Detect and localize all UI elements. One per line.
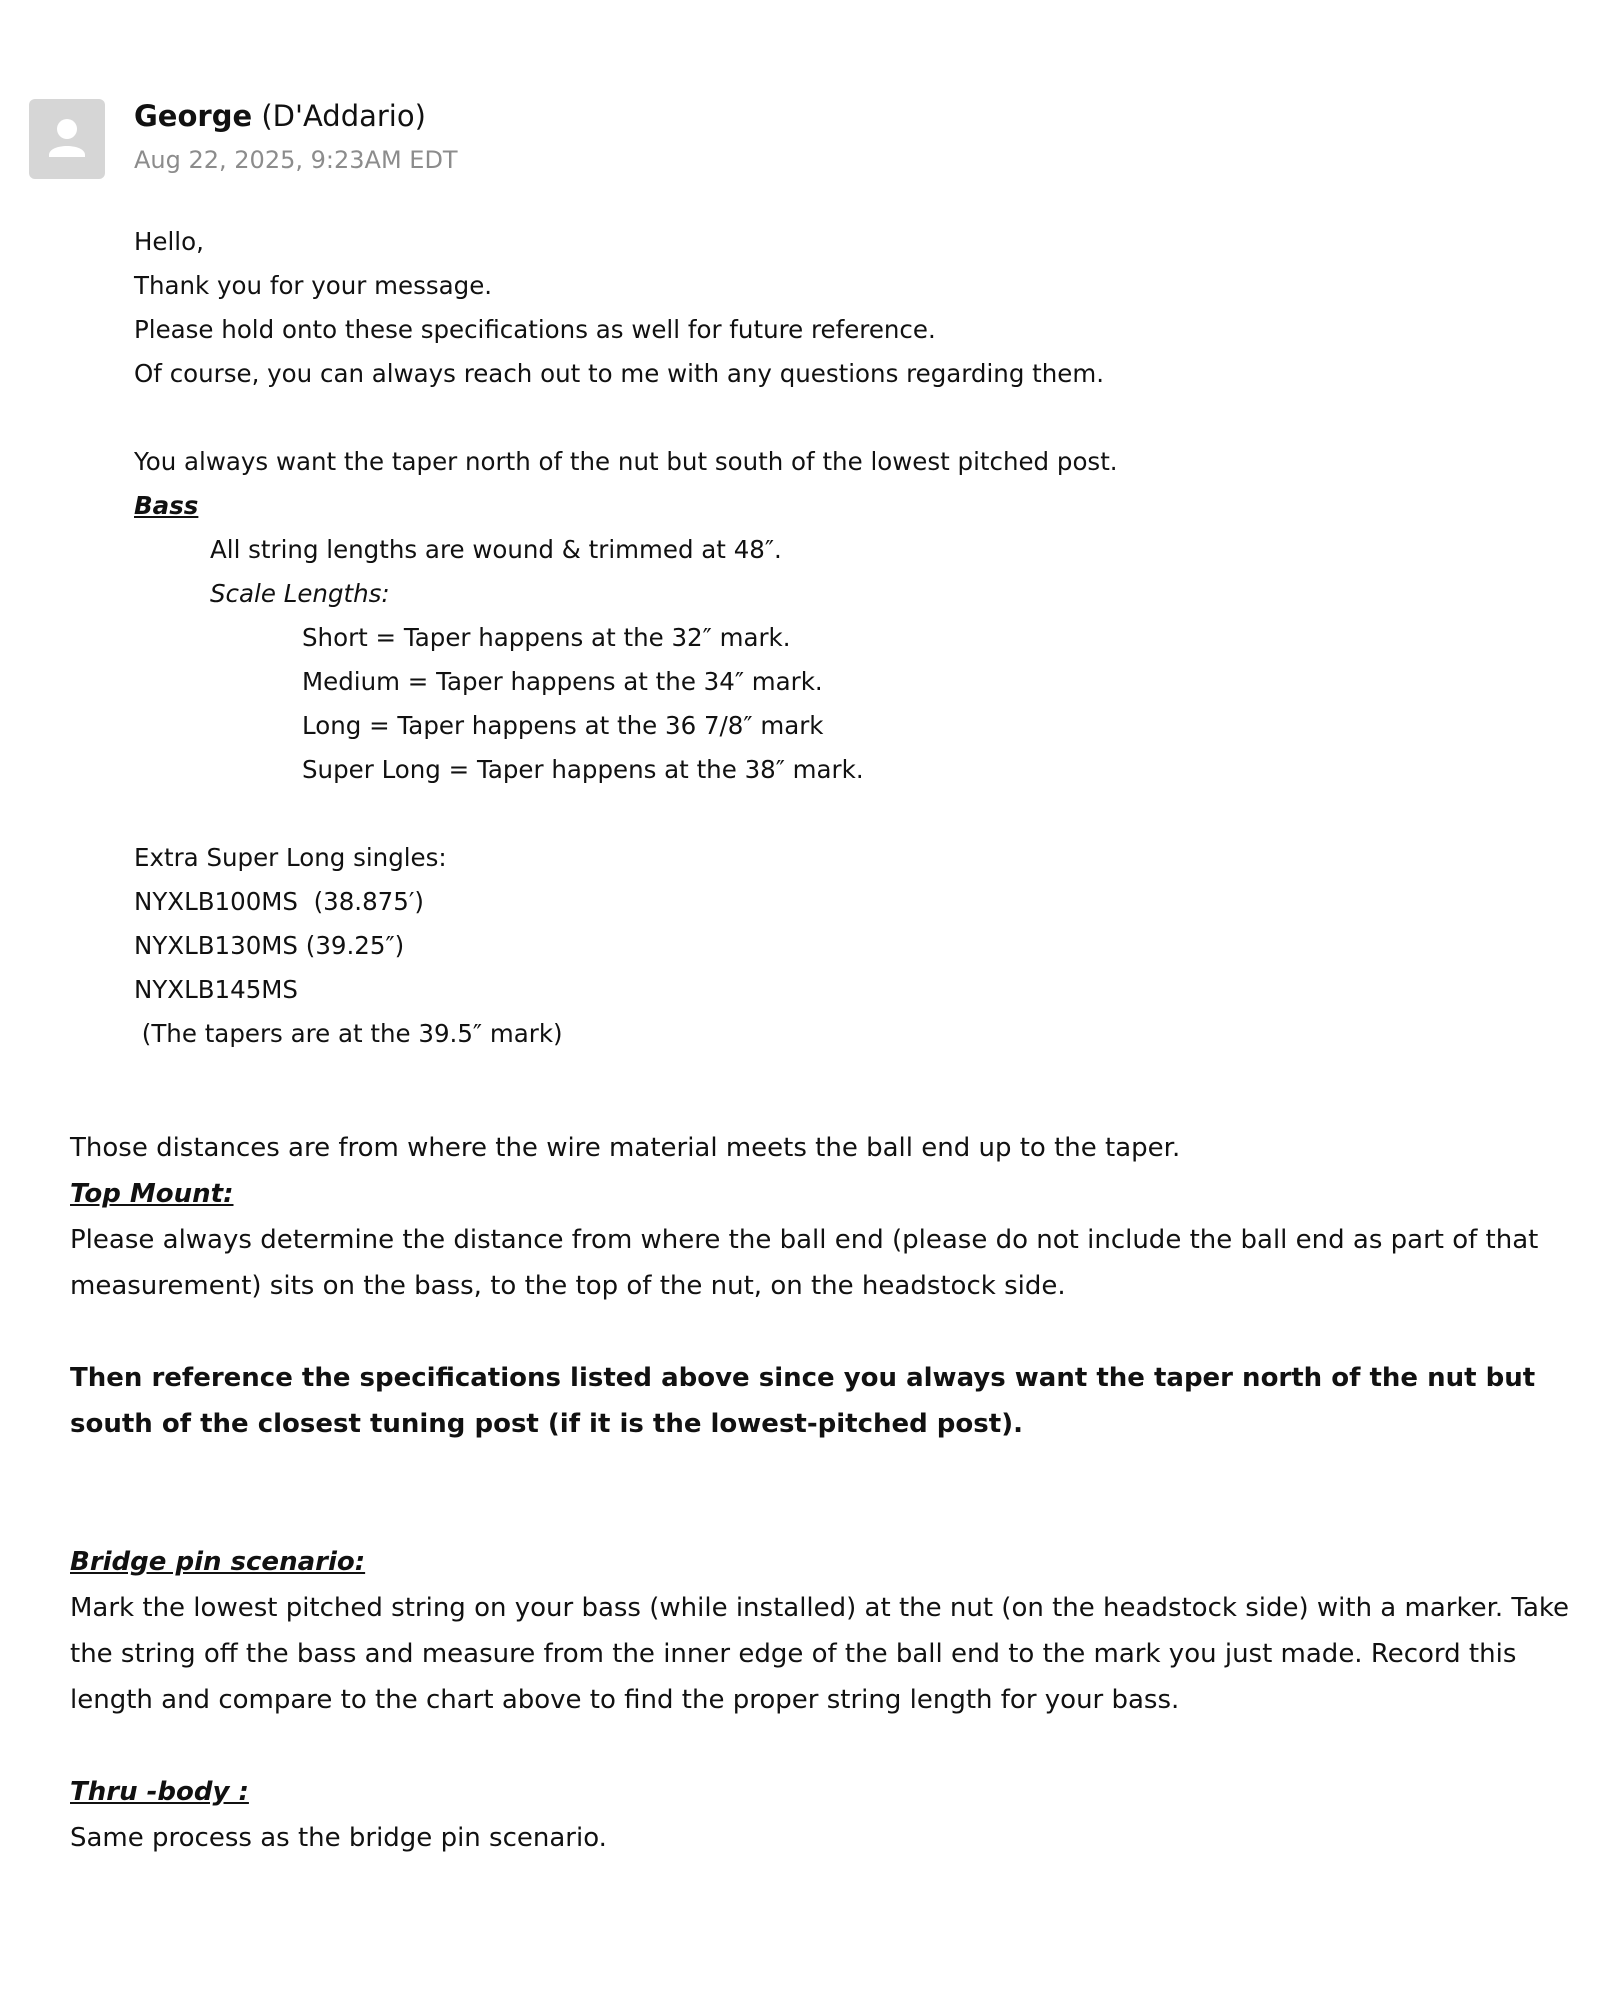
sender-org: (D'Addario) xyxy=(261,99,426,133)
message-body-top xyxy=(134,220,1564,1056)
person-silhouette-icon xyxy=(29,99,105,179)
message-body-bottom xyxy=(70,1125,1570,1861)
message-timestamp: Aug 22, 2025, 9:23AM EDT xyxy=(134,146,458,174)
bass-wound-note: All string lengths are wound & trimmed at 48″. xyxy=(210,535,782,564)
thru-body-heading: Thru -body : xyxy=(70,1777,249,1807)
bridge-pin-heading: Bridge pin scenario: xyxy=(70,1547,366,1577)
intro-line: Please hold onto these specifications as well for future reference. xyxy=(134,315,936,344)
extra-single-item: NYXLB145MS xyxy=(134,975,298,1004)
top-mount-heading: Top Mount: xyxy=(70,1179,234,1209)
top-mount-text: Please always determine the distance from where the ball end (please do not include the ball end as part of that measurement) sits on the bass, to the top of the nut, on the headstock side. xyxy=(70,1225,1539,1301)
sender xyxy=(134,97,426,135)
extra-heading: Extra Super Long singles: xyxy=(134,843,447,872)
scale-heading: Scale Lengths: xyxy=(210,579,390,608)
bridge-pin-heading-row xyxy=(70,1539,1570,1585)
intro-line: Thank you for your message. xyxy=(134,271,493,300)
bass-heading-row xyxy=(134,484,1564,528)
scale-length-item: Super Long = Taper happens at the 38″ mark. xyxy=(302,755,864,784)
reference-note: Then reference the specifications listed above since you always want the taper north of the nut but south of the closest tuning post (if it is the lowest-pitched post). xyxy=(70,1363,1536,1439)
avatar xyxy=(29,99,105,179)
top-mount-heading-row xyxy=(70,1171,1570,1217)
scale-length-item: Medium = Taper happens at the 34″ mark. xyxy=(302,667,823,696)
extra-note: (The tapers are at the 39.5″ mark) xyxy=(134,1019,563,1048)
sender-name: George xyxy=(134,99,253,133)
extra-single-item: NYXLB130MS (39.25″) xyxy=(134,931,405,960)
bass-heading: Bass xyxy=(134,491,199,520)
taper-rule: You always want the taper north of the nut but south of the lowest pitched post. xyxy=(134,447,1118,476)
scale-length-item: Long = Taper happens at the 36 7/8″ mark xyxy=(302,711,824,740)
thru-body-text: Same process as the bridge pin scenario. xyxy=(70,1823,607,1853)
extra-single-item: NYXLB100MS (38.875′) xyxy=(134,887,424,916)
distance-note: Those distances are from where the wire material meets the ball end up to the taper. xyxy=(70,1133,1181,1163)
bridge-pin-text: Mark the lowest pitched string on your bass (while installed) at the nut (on the headstock side) with a marker. Take the string off the bass and measure from the inner edge of the ball end to the mark you just made. Record this length and compare to the chart above to find the proper string length for your bass. xyxy=(70,1593,1570,1715)
intro-line: Of course, you can always reach out to me with any questions regarding them. xyxy=(134,359,1105,388)
greeting: Hello, xyxy=(134,227,204,256)
scale-length-item: Short = Taper happens at the 32″ mark. xyxy=(302,623,791,652)
thru-body-heading-row xyxy=(70,1769,1570,1815)
